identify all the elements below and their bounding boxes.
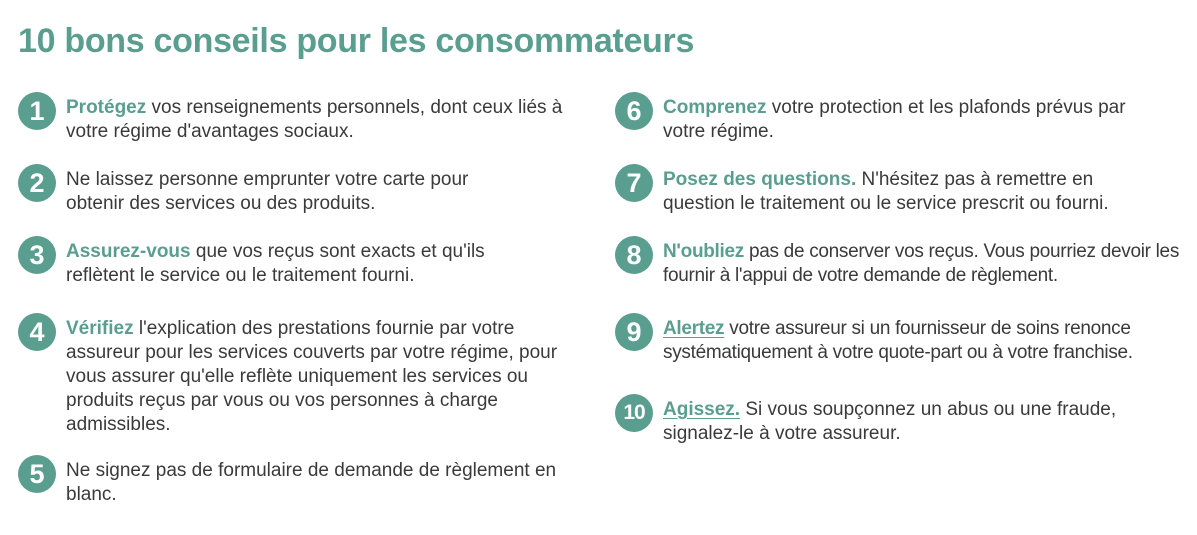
tip-keyword: N'oubliez (663, 241, 744, 262)
tip-2 (18, 168, 578, 216)
number-badge: 7 (615, 164, 653, 202)
number-badge: 2 (18, 164, 56, 202)
number-badge: 4 (18, 313, 56, 351)
tip-keyword: Vérifiez (66, 318, 134, 339)
number-badge: 5 (18, 455, 56, 493)
tip-text (663, 96, 1138, 144)
number-badge: 1 (18, 92, 56, 130)
tip-text (66, 96, 566, 144)
tip-body: l'explication des prestations fournie par votre assureur pour les services couverts par votre régime, pour vous assurer qu'elle reflète uniquement les services ou produits reçus par vous ou vos personnes à charge admissibles. (66, 318, 558, 435)
tip-keyword: Protégez (66, 97, 147, 118)
tip-body: Ne laissez personne emprunter votre carte pour obtenir des services ou des produits. (66, 169, 469, 214)
tip-keyword: Comprenez (663, 97, 767, 118)
tip-keyword: Assurez-vous (66, 241, 191, 262)
tip-text (66, 459, 576, 507)
tip-8 (615, 240, 1190, 288)
tip-text (663, 317, 1191, 365)
tip-10 (615, 398, 1190, 446)
tip-keyword: Posez des questions. (663, 169, 857, 190)
tip-6 (615, 96, 1190, 144)
tip-7 (615, 168, 1190, 216)
tip-1 (18, 96, 578, 144)
tip-body: Ne signez pas de formulaire de demande de règlement en blanc. (66, 460, 557, 505)
number-badge: 6 (615, 92, 653, 130)
number-badge: 10 (615, 394, 653, 432)
tip-keyword: Agissez. (663, 399, 741, 420)
tip-text (66, 317, 581, 437)
tip-4 (18, 317, 588, 437)
tip-text (663, 240, 1188, 288)
tip-5 (18, 459, 588, 507)
tip-body: Si vous soupçonnez un abus ou une fraude, signalez-le à votre assureur. (663, 399, 1117, 444)
tip-body: que vos reçus sont exacts et qu'ils reflètent le service ou le traitement fourni. (66, 241, 485, 286)
tip-body: pas de conserver vos reçus. Vous pourriez devoir les fournir à l'appui de votre demande de règlement. (663, 241, 1180, 286)
tip-body: votre protection et les plafonds prévus par votre régime. (663, 97, 1126, 142)
tip-body: votre assureur si un fournisseur de soins renonce systématiquement à votre quote-part ou à votre franchise. (663, 318, 1133, 363)
tip-keyword: Alertez (663, 318, 725, 339)
tip-body: N'hésitez pas à remettre en question le traitement ou le service prescrit ou fourni. (663, 169, 1109, 214)
tip-3 (18, 240, 578, 288)
tip-text (663, 398, 1153, 446)
number-badge: 9 (615, 313, 653, 351)
page-title: 10 bons conseils pour les consommateurs (18, 22, 695, 60)
tip-9 (615, 317, 1195, 365)
tip-body: vos renseignements personnels, dont ceux liés à votre régime d'avantages sociaux. (66, 97, 563, 142)
number-badge: 3 (18, 236, 56, 274)
tip-text (66, 168, 521, 216)
number-badge: 8 (615, 236, 653, 274)
tip-text (663, 168, 1168, 216)
tip-text (66, 240, 536, 288)
